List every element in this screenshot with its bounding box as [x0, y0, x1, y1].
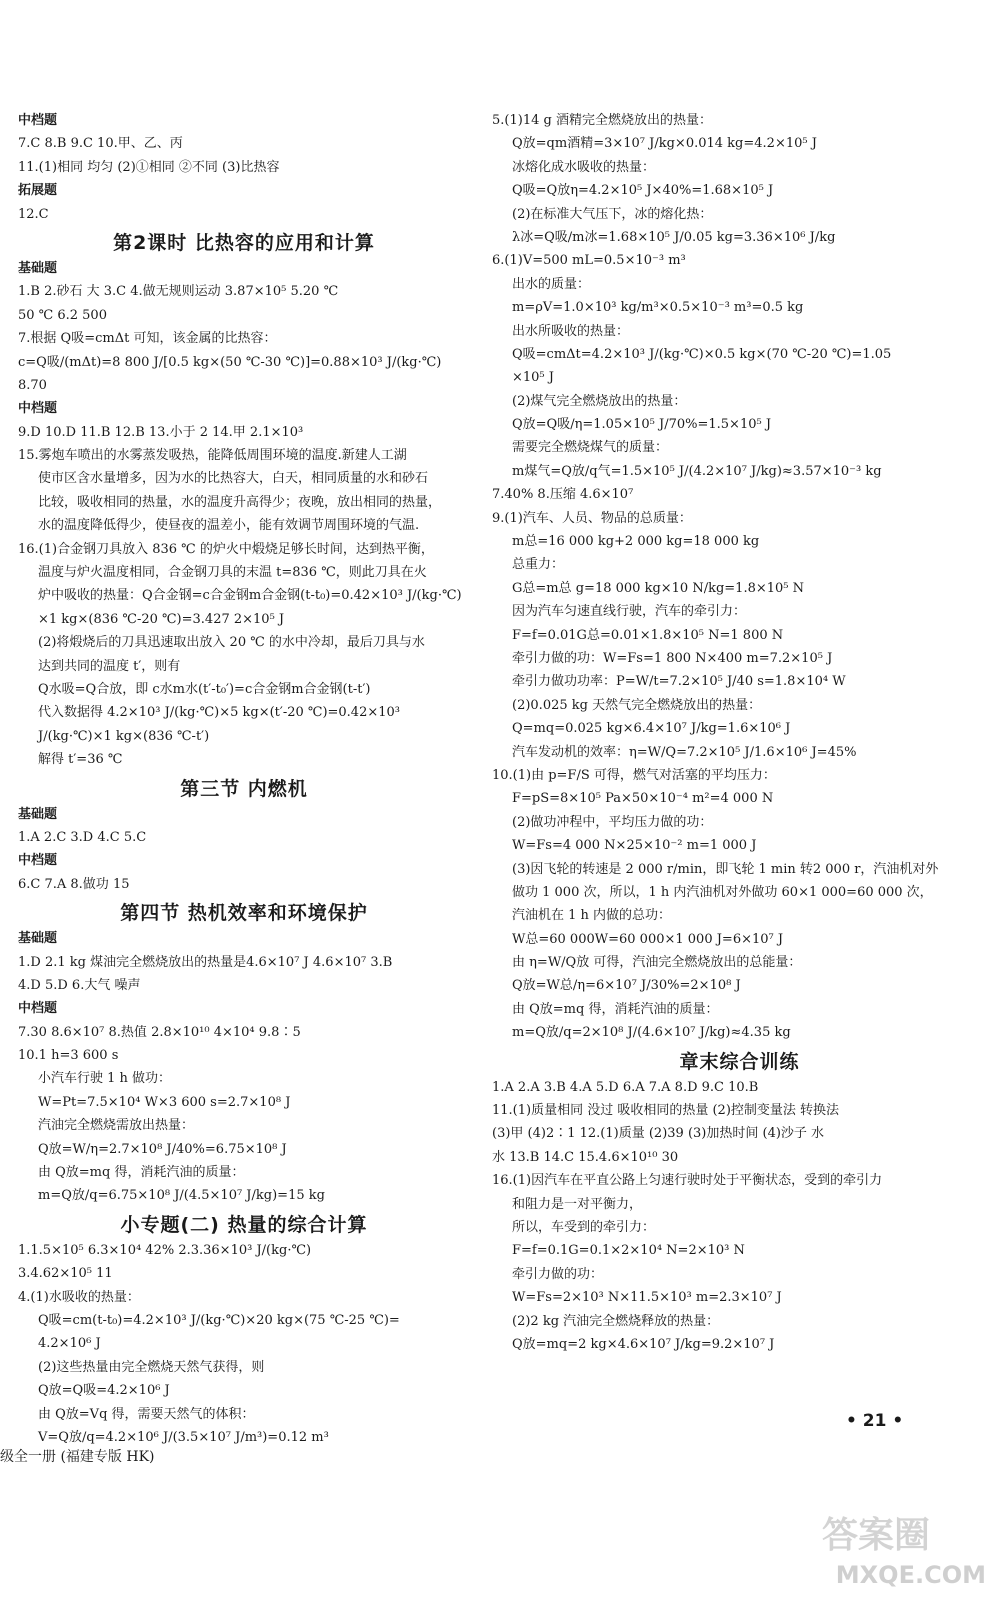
- answer-line: m=Q放/q=6.75×10⁸ J/(4.5×10⁷ J/kg)=15 kg: [38, 1188, 325, 1204]
- answer-line: 7.根据 Q吸=cmΔt 可知，该金属的比热容：: [18, 331, 277, 347]
- watermark-url: MXQE.COM: [835, 1561, 986, 1589]
- answer-line: m=Q放/q=2×10⁸ J/(4.6×10⁷ J/kg)≈4.35 kg: [512, 1025, 791, 1041]
- answer-line: F=pS=8×10⁵ Pa×50×10⁻⁴ m²=4 000 N: [512, 791, 774, 807]
- answer-line: 出水所吸收的热量：: [512, 323, 630, 339]
- answer-line: 7.C 8.B 9.C 10.甲、乙、丙: [18, 136, 183, 152]
- answer-line: 15.雾炮车喷出的水雾蒸发吸热，能降低周围环境的温度.新建人工湖: [18, 448, 407, 464]
- answer-line: 9.(1)汽车、人员、物品的总质量：: [492, 510, 692, 526]
- answer-line: 1.A 2.A 3.B 4.A 5.D 6.A 7.A 8.D 9.C 10.B: [492, 1079, 759, 1095]
- answer-line: 由 η=W/Q放 可得，汽油完全燃烧放出的总能量：: [512, 955, 802, 971]
- answer-line: 达到共同的温度 t′，则有: [38, 658, 181, 674]
- answer-line: 11.(1)相同 均匀 (2)①相同 ②不同 (3)比热容: [18, 159, 280, 175]
- watermark-top-text: 答案圈: [822, 1515, 931, 1556]
- answer-line: Q=mq=0.025 kg×6.4×10⁷ J/kg=1.6×10⁶ J: [512, 721, 791, 737]
- answer-line: 8.70: [18, 377, 47, 393]
- answer-line: 4.(1)水吸收的热量：: [18, 1289, 140, 1305]
- answer-line: m煤气=Q放/q气=1.5×10⁵ J/(4.2×10⁷ J/kg)≈3.57×10⁻³ kg: [512, 463, 882, 479]
- answer-line: W=Pt=7.5×10⁴ W×3 600 s=2.7×10⁸ J: [38, 1094, 291, 1110]
- difficulty-heading: 拓展题: [18, 183, 58, 199]
- answer-line: 代入数据得 4.2×10³ J/(kg·℃)×5 kg×(t′-20 ℃)=0.42×10³: [38, 705, 400, 721]
- answer-line: 由 Q放=Vq 得，需要天然气的体积：: [38, 1406, 255, 1422]
- answer-line: (2)煤气完全燃烧放出的热量：: [512, 393, 687, 409]
- answer-line: (2)做功冲程中，平均压力做的功：: [512, 814, 713, 830]
- answer-line: 做功 1 000 次，所以，1 h 内汽油机对外做功 60×1 000=60 000 次，: [512, 884, 933, 900]
- answer-line: (2)这些热量由完全燃烧天然气获得，则: [38, 1359, 265, 1375]
- answer-line: 16.(1)因汽车在平直公路上匀速行驶时处于平衡状态，受到的牵引力: [492, 1173, 883, 1189]
- answer-line: 10.(1)由 p=F/S 可得，燃气对活塞的平均压力：: [492, 767, 776, 783]
- answer-line: W总=60 000W=60 000×1 000 J=6×10⁷ J: [512, 931, 784, 947]
- answer-line: W=Fs=4 000 N×25×10⁻² m=1 000 J: [512, 838, 757, 854]
- answer-line: 50 ℃ 6.2 500: [18, 307, 107, 323]
- answer-line: 因为汽车匀速直线行驶，汽车的牵引力：: [512, 604, 747, 620]
- answer-line: 7.40% 8.压缩 4.6×10⁷: [492, 487, 634, 503]
- answer-line: Q水吸=Q合放，即 c水m水(t′-t₀′)=c合金钢m合金钢(t-t′): [38, 681, 371, 697]
- answer-line: 小汽车行驶 1 h 做功：: [38, 1071, 172, 1087]
- answer-line: λ冰=Q吸/m冰=1.68×10⁵ J/0.05 kg=3.36×10⁶ J/kg: [512, 229, 836, 245]
- answer-line: 汽车发动机的效率：η=W/Q=7.2×10⁵ J/1.6×10⁶ J=45%: [512, 744, 857, 760]
- answer-line: 解得 t′=36 ℃: [38, 752, 123, 768]
- answer-line: 水 13.B 14.C 15.4.6×10¹⁰ 30: [492, 1149, 679, 1165]
- answer-line: c=Q吸/(mΔt)=8 800 J/[0.5 kg×(50 ℃-30 ℃)]=0.88×10³ J/(kg·℃): [18, 354, 442, 370]
- answer-line: 水的温度降低得少，使昼夜的温差小，能有效调节周围环境的气温.: [38, 518, 420, 534]
- answer-line: 汽油机在 1 h 内做的总功：: [512, 908, 672, 924]
- answer-line: 9.D 10.D 11.B 12.B 13.小于 2 14.甲 2.1×10³: [18, 424, 304, 440]
- difficulty-heading: 中档题: [18, 1001, 58, 1017]
- answer-line: 由 Q放=mq 得，消耗汽油的质量：: [512, 1001, 719, 1017]
- difficulty-heading: 基础题: [18, 260, 58, 276]
- answer-line: 炉中吸收的热量：Q合金钢=c合金钢m合金钢(t-t₀)=0.42×10³ J/(kg·℃): [38, 588, 462, 604]
- answer-line: Q吸=cm(t-t₀)=4.2×10³ J/(kg·℃)×20 kg×(75 ℃-25 ℃)=: [38, 1312, 400, 1328]
- watermark-logo: [816, 1505, 988, 1591]
- answer-line: ×10⁵ J: [512, 370, 554, 386]
- answer-line: 总重力：: [512, 557, 565, 573]
- answer-line: (3)因飞轮的转速是 2 000 r/min，即飞轮 1 min 转2 000 r，汽油机对外: [512, 861, 939, 877]
- answer-line: m总=16 000 kg+2 000 kg=18 000 kg: [512, 534, 760, 550]
- answer-line: 牵引力做的功：: [512, 1266, 604, 1282]
- answer-line: G总=m总 g=18 000 kg×10 N/kg=1.8×10⁵ N: [512, 580, 805, 596]
- page-number: • 21 •: [846, 1411, 904, 1431]
- difficulty-heading: 基础题: [18, 806, 58, 822]
- answer-line: (2)将煅烧后的刀具迅速取出放入 20 ℃ 的水中冷却，最后刀具与水: [38, 635, 425, 651]
- answer-line: 使市区含水量增多，因为水的比热容大，白天，相同质量的水和砂石: [38, 471, 429, 487]
- left-column: [18, 112, 470, 1452]
- difficulty-heading: 基础题: [18, 931, 58, 947]
- difficulty-heading: 中档题: [18, 113, 58, 128]
- answer-line: W=Fs=2×10³ N×11.5×10³ m=2.3×10⁷ J: [512, 1290, 782, 1306]
- section-title: 第2课时 比热容的应用和计算: [113, 231, 375, 254]
- answer-line: 1.1.5×10⁵ 6.3×10⁴ 42% 2.3.36×10³ J/(kg·℃): [18, 1242, 312, 1258]
- answer-line: 出水的质量：: [512, 276, 591, 292]
- answer-line: Q放=Q吸=4.2×10⁶ J: [38, 1383, 170, 1399]
- answer-line: (2)2 kg 汽油完全燃烧释放的热量：: [512, 1313, 720, 1329]
- answer-line: m=ρV=1.0×10³ kg/m³×0.5×10⁻³ m³=0.5 kg: [512, 300, 804, 316]
- answer-line: 1.A 2.C 3.D 4.C 5.C: [18, 829, 147, 845]
- answer-line: 比较，吸收相同的热量，水的温度升高得少；夜晚，放出相同的热量，: [38, 494, 442, 510]
- answer-line: 11.(1)质量相同 没过 吸收相同的热量 (2)控制变量法 转换法: [492, 1103, 840, 1119]
- answer-line: 1.B 2.砂石 大 3.C 4.做无规则运动 3.87×10⁵ 5.20 ℃: [18, 284, 339, 300]
- answer-line: 温度与炉火温度相同，合金钢刀具的末温 t=836 ℃，则此刀具在火: [38, 565, 427, 581]
- answer-line: 10.1 h=3 600 s: [18, 1048, 119, 1064]
- answer-line: 7.30 8.6×10⁷ 8.热值 2.8×10¹⁰ 4×10⁴ 9.8∶5: [18, 1024, 301, 1040]
- right-column: [492, 112, 987, 1359]
- answer-line: V=Q放/q=4.2×10⁶ J/(3.5×10⁷ J/m³)=0.12 m³: [38, 1429, 329, 1445]
- answer-line: 4.D 5.D 6.大气 噪声: [18, 977, 141, 993]
- footer-book-info: 级全一册 (福建专版 HK): [0, 1449, 155, 1465]
- answer-line: Q吸=cmΔt=4.2×10³ J/(kg·℃)×0.5 kg×(70 ℃-20 ℃)=1.05: [512, 346, 892, 362]
- answer-line: 6.(1)V=500 mL=0.5×10⁻³ m³: [492, 253, 686, 269]
- answer-line: Q放=Q吸/η=1.05×10⁵ J/70%=1.5×10⁵ J: [512, 417, 772, 433]
- answer-line: Q吸=Q放η=4.2×10⁵ J×40%=1.68×10⁵ J: [512, 183, 774, 199]
- answer-line: Q放=mq=2 kg×4.6×10⁷ J/kg=9.2×10⁷ J: [512, 1336, 775, 1352]
- answer-line: J/(kg·℃)×1 kg×(836 ℃-t′): [38, 728, 210, 744]
- answer-line: Q放=W/η=2.7×10⁸ J/40%=6.75×10⁸ J: [38, 1141, 287, 1157]
- answer-line: 12.C: [18, 206, 49, 222]
- answer-line: 由 Q放=mq 得，消耗汽油的质量：: [38, 1165, 245, 1181]
- answer-line: 汽油完全燃烧需放出热量：: [38, 1118, 195, 1134]
- answer-line: 4.2×10⁶ J: [38, 1336, 101, 1352]
- answer-line: 和阻力是一对平衡力，: [512, 1196, 643, 1212]
- answer-line: (2)0.025 kg 天然气完全燃烧放出的热量：: [512, 697, 762, 713]
- answer-line: 6.C 7.A 8.做功 15: [18, 876, 130, 892]
- answer-line: 3.4.62×10⁵ 11: [18, 1266, 113, 1282]
- answer-line: 16.(1)合金钢刀具放入 836 ℃ 的炉火中煅烧足够长时间，达到热平衡，: [18, 541, 434, 557]
- answer-line: 1.D 2.1 kg 煤油完全燃烧放出的热量是4.6×10⁷ J 4.6×10⁷ 3.B: [18, 954, 393, 970]
- section-title: 第三节 内燃机: [180, 777, 308, 800]
- answer-line: 牵引力做的功：W=Fs=1 800 N×400 m=7.2×10⁵ J: [512, 650, 833, 666]
- answer-line: (3)甲 (4)2∶1 12.(1)质量 (2)39 (3)加热时间 (4)沙子 水: [492, 1126, 825, 1142]
- answer-line: 牵引力做功功率：P=W/t=7.2×10⁵ J/40 s=1.8×10⁴ W: [512, 674, 846, 690]
- answer-line: ×1 kg×(836 ℃-20 ℃)=3.427 2×10⁵ J: [38, 611, 285, 627]
- answer-line: 需要完全燃烧煤气的质量：: [512, 440, 669, 456]
- answer-line: 冰熔化成水吸收的热量：: [512, 159, 656, 175]
- answer-line: Q放=W总/η=6×10⁷ J/30%=2×10⁸ J: [512, 978, 741, 994]
- answer-line: Q放=qm酒精=3×10⁷ J/kg×0.014 kg=4.2×10⁵ J: [512, 136, 817, 152]
- answer-line: 5.(1)14 g 酒精完全燃烧放出的热量：: [492, 113, 712, 128]
- difficulty-heading: 中档题: [18, 853, 58, 869]
- section-title: 第四节 热机效率和环境保护: [120, 902, 368, 925]
- section-title: 小专题(二) 热量的综合计算: [120, 1213, 368, 1236]
- answer-line: F=f=0.1G=0.1×2×10⁴ N=2×10³ N: [512, 1243, 745, 1259]
- difficulty-heading: 中档题: [18, 401, 58, 417]
- answer-line: F=f=0.01G总=0.01×1.8×10⁵ N=1 800 N: [512, 627, 784, 643]
- section-title: 章末综合训练: [679, 1050, 800, 1073]
- answer-line: 所以，车受到的牵引力：: [512, 1219, 656, 1235]
- answer-line: (2)在标准大气压下，冰的熔化热：: [512, 206, 713, 222]
